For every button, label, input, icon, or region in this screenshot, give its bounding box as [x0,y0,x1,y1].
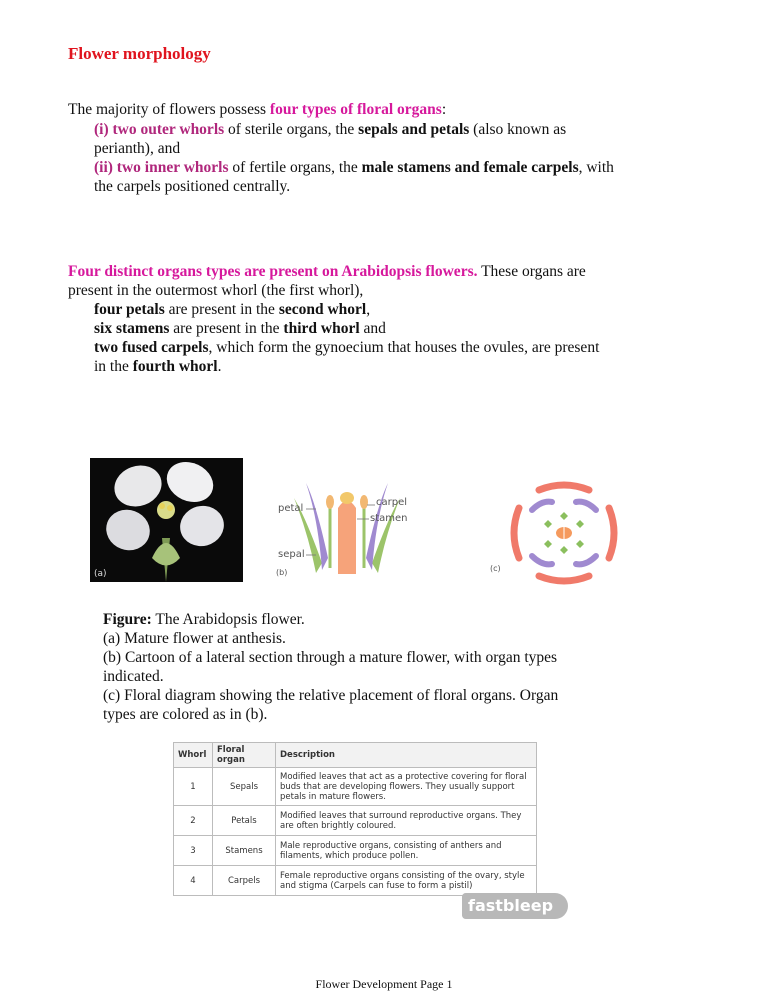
paragraph-1-line-5: the carpels positioned centrally. [94,178,291,195]
header-description: Description [276,743,537,768]
logo-text: fastbleep [468,896,554,915]
paragraph-2-line-3 [94,300,370,320]
description-cell: Modified leaves that surround reproductive organs. They are often brightly coloured. [276,806,537,836]
flower-section-diagram [272,478,422,582]
text: in the [94,358,133,375]
petal-label: petal [278,503,304,514]
floral-diagram [484,478,624,588]
figure-a-label: (a) [94,569,107,579]
figure-caption-line-4: indicated. [103,668,164,685]
bold-text: second whorl [278,301,367,318]
highlight-text: (i) two outer whorls [94,121,225,138]
flower-photo-graphic [90,458,243,582]
flower-photo [90,458,243,582]
text: The majority of flowers possess [68,101,270,118]
figure-caption-line-2: (a) Mature flower at anthesis. [103,630,286,647]
table-row [174,806,537,836]
carpel-label: carpel [376,497,408,508]
description-cell: Female reproductive organs consisting of the ovary, style and stigma (Carpels can fuse to form a pistil) [276,866,537,896]
description-cell: Male reproductive organs, consisting of anthers and filaments, which produce pollen. [276,836,537,866]
paragraph-2-line-4 [94,319,386,339]
caption-label: Figure: [103,611,152,628]
header-whorl: Whorl [174,743,213,768]
table-header-row [174,743,537,768]
flower-section-graphic [272,478,422,582]
whorl-cell: 3 [174,836,213,866]
whorl-table-container [173,742,537,896]
text: These organs are [477,263,586,280]
figure-b-label: (b) [276,568,288,577]
organ-cell: Stamens [213,836,276,866]
header-floral-organ: Floral organ [213,743,276,768]
organ-cell: Petals [213,806,276,836]
whorl-table [173,742,537,896]
bold-text: sepals and petals [358,121,470,138]
table-row [174,768,537,806]
paragraph-2-line-1 [68,262,586,282]
bold-text: male stamens and female carpels [361,159,579,176]
text: , which form the gynoecium that houses the ovules, are present [208,339,600,356]
paragraph-1-line-1 [68,100,446,120]
text: of sterile organs, the [224,121,359,138]
description-cell: Modified leaves that act as a protective covering for floral buds that are developing flowers. They usually support petals in mature flowers. [276,768,537,806]
highlight-text: (ii) two inner whorls [94,159,229,176]
floral-diagram-graphic [484,478,624,588]
organ-cell: Carpels [213,866,276,896]
highlight-text: four types of floral organs [269,101,442,118]
paragraph-2-line-5 [94,338,599,358]
text: , with [578,159,614,176]
figure-caption-line-5: (c) Floral diagram showing the relative placement of floral organs. Organ [103,687,559,704]
page-title: Flower morphology [68,44,211,63]
paragraph-1-line-2 [94,120,566,140]
bold-text: third whorl [283,320,360,337]
stamen-label: stamen [370,513,408,524]
text: (also known as [469,121,567,138]
text: are present in the [164,301,279,318]
figure-caption-line-3: (b) Cartoon of a lateral section through a mature flower, with organ types [103,649,558,666]
table-row [174,836,537,866]
bold-text: four petals [94,301,165,318]
text: The Arabidopsis flower. [151,611,305,628]
text: and [359,320,386,337]
text: : [441,101,447,118]
text: . [217,358,222,375]
fastbleep-logo [462,893,568,919]
bold-text: fourth whorl [132,358,218,375]
sepal-label: sepal [278,549,305,560]
figure-caption-line-1 [103,610,305,629]
paragraph-2-line-6 [94,357,221,377]
text: , [366,301,371,318]
bold-text: two fused carpels [94,339,209,356]
highlight-text: Four distinct organs types are present on Arabidopsis flowers. [68,263,478,280]
text: of fertile organs, the [228,159,362,176]
bold-text: six stamens [94,320,170,337]
table-row [174,866,537,896]
figure-caption-line-6: types are colored as in (b). [103,706,268,723]
paragraph-1-line-3: perianth), and [94,140,181,157]
organ-cell: Sepals [213,768,276,806]
text: are present in the [169,320,284,337]
whorl-cell: 2 [174,806,213,836]
paragraph-2-line-2: present in the outermost whorl (the first whorl), [68,282,364,299]
paragraph-1-line-4 [94,158,614,178]
whorl-cell: 4 [174,866,213,896]
page-footer: Flower Development Page 1 [315,977,453,991]
figure-c-label: (c) [490,564,501,573]
whorl-cell: 1 [174,768,213,806]
